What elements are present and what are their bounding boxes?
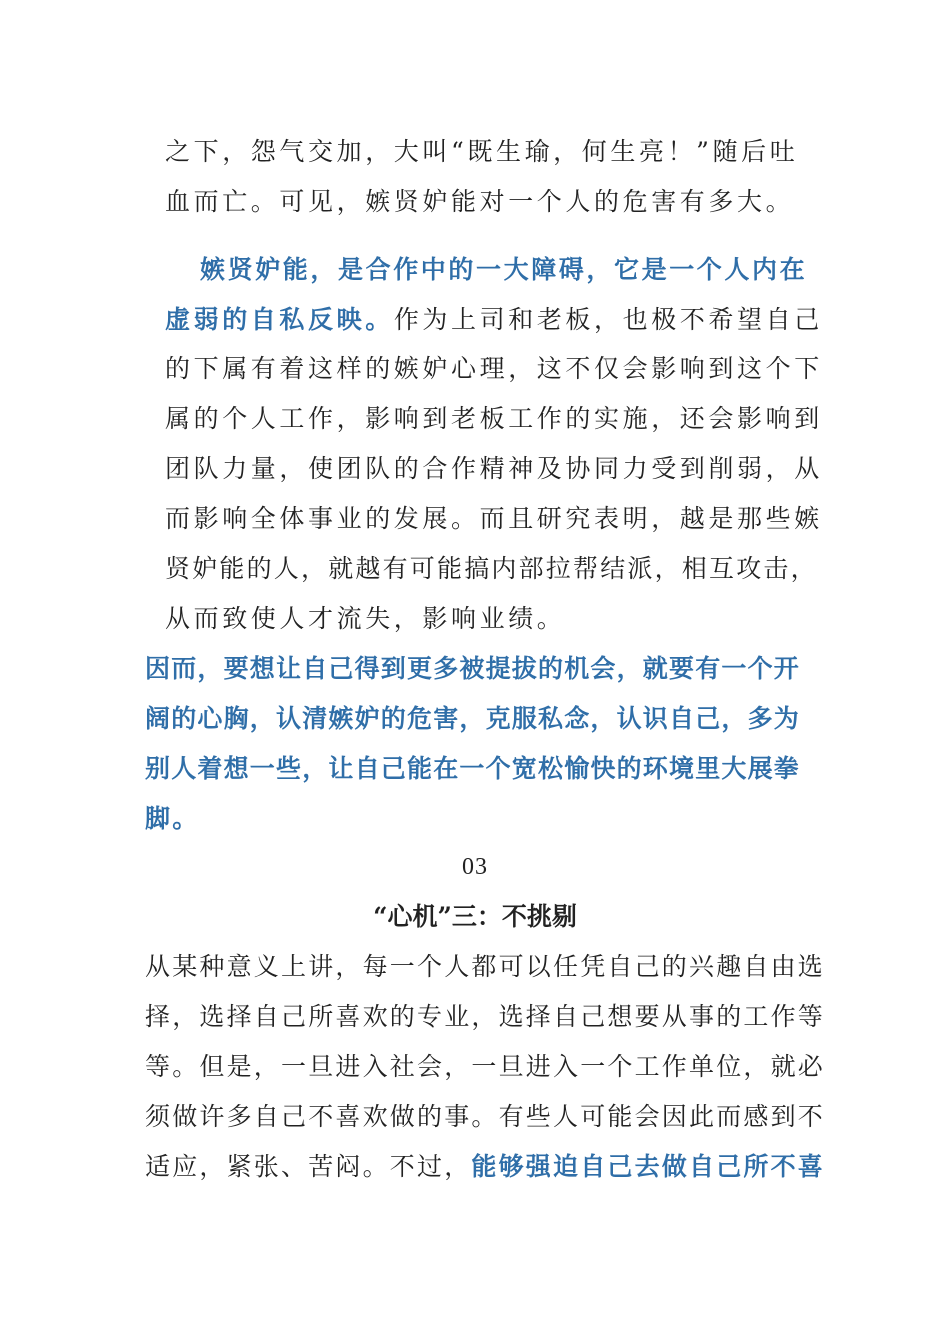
paragraph-text: 作为上司和老板，也极不希望自己: [393, 305, 823, 334]
paragraph-line: 等。但是，一旦进入社会，一旦进入一个工作单位，就必: [145, 1052, 826, 1081]
paragraph-line: 择，选择自己所喜欢的专业，选择自己想要从事的工作等: [145, 1002, 826, 1031]
highlight-line: 嫉贤妒能，是合作中的一大障碍，它是一个人内在: [200, 255, 808, 284]
paragraph-line: 贤妒能的人，就越有可能搞内部拉帮结派，相互攻击，: [165, 554, 818, 583]
highlight-line: 脚。: [145, 804, 200, 833]
highlight-line: 因而，要想让自己得到更多被提拔的机会，就要有一个开: [145, 654, 801, 683]
paragraph-line: 从某种意义上讲，每一个人都可以任凭自己的兴趣自由选: [145, 952, 826, 981]
highlight-text: 能够强迫自己去做自己所不喜: [471, 1152, 826, 1181]
paragraph-line: 而影响全体事业的发展。而且研究表明，越是那些嫉: [165, 504, 823, 533]
paragraph-line: [165, 303, 823, 337]
highlight-line: 别人着想一些，让自己能在一个宽松愉快的环境里大展拳: [145, 754, 801, 783]
paragraph-line: 血而亡。可见，嫉贤妒能对一个人的危害有多大。: [165, 187, 795, 216]
section-number: 03: [462, 854, 488, 880]
paragraph-line: 的下属有着这样的嫉妒心理，这不仅会影响到这个下: [165, 354, 823, 383]
paragraph-text: 适应，紧张、苦闷。不过，: [145, 1152, 472, 1181]
paragraph-line: 之下，怨气交加，大叫“既生瑜，何生亮！”随后吐: [165, 137, 799, 166]
section-title: “心机”三：不挑剔: [373, 902, 577, 931]
paragraph-line: 从而致使人才流失，影响业绩。: [165, 604, 566, 633]
highlight-text: 虚弱的自私反映。: [165, 305, 394, 334]
paragraph-line: [145, 1150, 825, 1184]
paragraph-line: 团队力量，使团队的合作精神及协同力受到削弱，从: [165, 454, 823, 483]
paragraph-line: 属的个人工作，影响到老板工作的实施，还会影响到: [165, 404, 823, 433]
paragraph-line: 须做许多自己不喜欢做的事。有些人可能会因此而感到不: [145, 1102, 826, 1131]
highlight-line: 阔的心胸，认清嫉妒的危害，克服私念，认识自己，多为: [145, 704, 801, 733]
